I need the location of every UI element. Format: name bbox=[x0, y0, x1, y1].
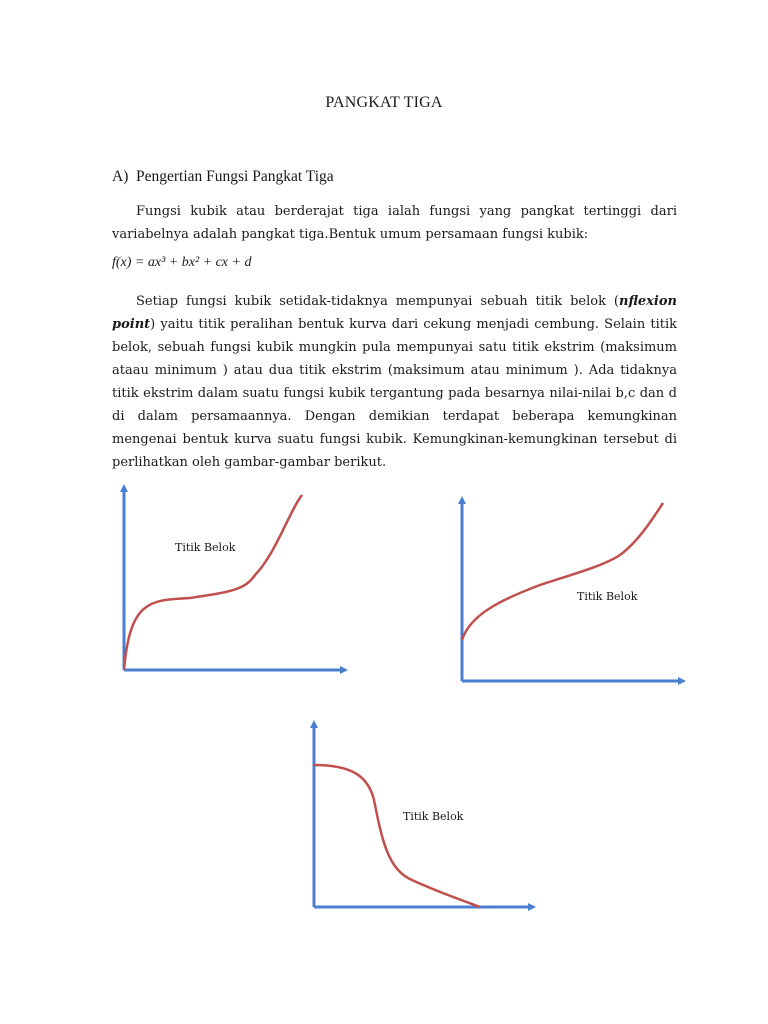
section-marker: A) bbox=[112, 168, 129, 185]
paragraph-definition: Fungsi kubik atau berderajat tiga ialah fungsi yang pangkat tertinggi dari variabelnya adalah pangkat tiga.Bentuk umum persamaan fungsi kubik: bbox=[112, 204, 677, 242]
graph-3 bbox=[314, 724, 532, 907]
paragraph-inflection-before: Setiap fungsi kubik setidak-tidaknya mempunyai sebuah titik belok ( bbox=[136, 294, 619, 309]
graph-3-label: Titik Belok bbox=[403, 810, 464, 823]
section-heading-text: Pengertian Fungsi Pangkat Tiga bbox=[136, 168, 334, 185]
graph-2-label: Titik Belok bbox=[577, 590, 638, 603]
graph-2-curve bbox=[462, 503, 663, 640]
page-title: PANGKAT TIGA bbox=[325, 94, 443, 111]
inflection-point-term: nflexion point bbox=[112, 294, 677, 332]
graph-1-label: Titik Belok bbox=[175, 541, 236, 554]
graph-2 bbox=[462, 500, 682, 681]
graph-1-curve bbox=[124, 495, 302, 670]
paragraph-inflection-after: ) yaitu titik peralihan bentuk kurva dari cekung menjadi cembung. Selain titik belok, sebuah fungsi kubik mungkin pula mempunyai satu titik ekstrim (maksimum ataau minimum ) atau dua titik ekstrim (maksimum atau minimum ). Ada tidaknya titik ekstrim dalam suatu fungsi kubik tergantung pada besarnya nilai-nilai b,c dan d di dalam persamaannya. Dengan demikian terdapat beberapa kemungkinan mengenai bentuk kurva suatu fungsi kubik. Kemungkinan-kemungkinan tersebut di perlihatkan oleh gambar-gambar berikut. bbox=[112, 317, 677, 470]
graph-3-curve bbox=[314, 765, 480, 907]
graph-1 bbox=[124, 488, 344, 670]
cubic-formula: f(x) = ax³ + bx² + cx + d bbox=[112, 255, 252, 270]
